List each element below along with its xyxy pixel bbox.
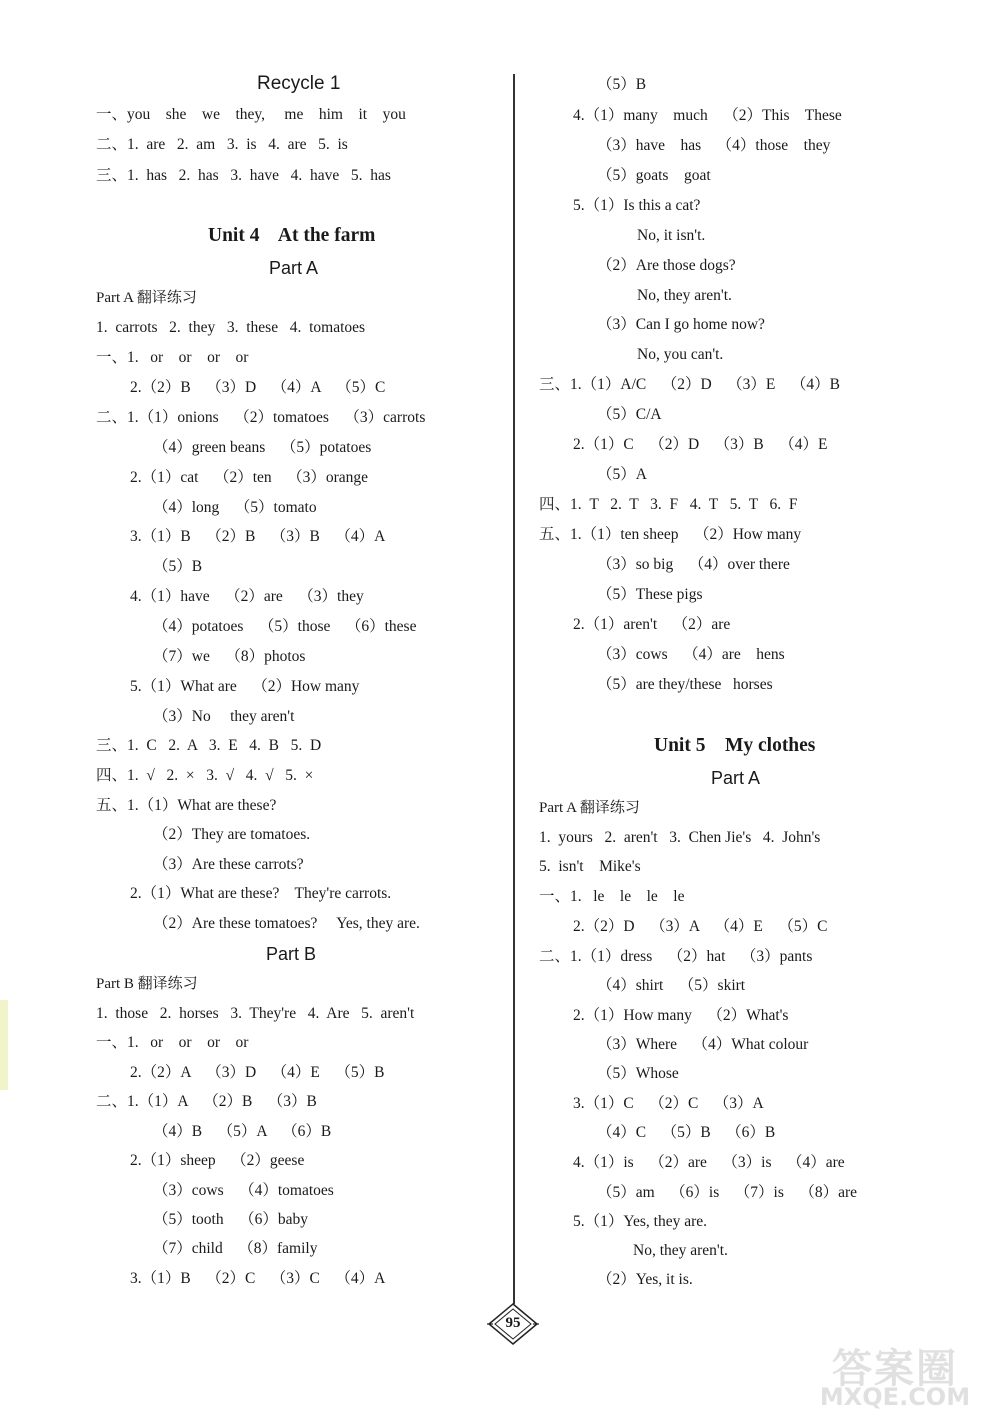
answer-line: （3）Are these carrots? [153,856,304,873]
answer-line: 5.（1）What are （2）How many [130,678,360,695]
subsection-heading: Part B 翻译练习 [96,976,198,992]
subsection-heading: Part A 翻译练习 [96,290,197,306]
answer-line: （4）potatoes （5）those （6）these [153,618,417,635]
answer-line: 2.（1）What are these? They're carrots. [130,885,392,902]
answer-line: 2.（2）A （3）D （4）E （5）B [130,1064,385,1081]
answer-line: （3）have has （4）those they [597,137,831,154]
answer-line: 一、1. or or or or [96,349,249,366]
answer-line: （3）cows （4）tomatoes [153,1182,334,1199]
answer-line: （3）so big （4）over there [597,556,790,573]
answer-line: （3）Can I go home now? [597,316,765,333]
watermark-text: 答案圈 [832,1346,958,1392]
answer-line: 2.（1）sheep （2）geese [130,1152,305,1169]
answer-line: （4）B （5）A （6）B [153,1123,332,1140]
answer-line: 5.（1）Is this a cat? [573,197,701,214]
answer-line: 2.（1）aren't （2）are [573,616,731,633]
answer-line: 三、1. has 2. has 3. have 4. have 5. has [96,167,391,184]
page-number-badge [487,1302,539,1346]
answer-line: （2）Are these tomatoes? Yes, they are. [153,915,420,932]
answer-line: （4）shirt （5）skirt [597,977,746,994]
answer-line: 二、1. are 2. am 3. is 4. are 5. is [96,136,348,153]
answer-line: （5）goats goat [597,167,711,184]
answer-line: （2）Are those dogs? [597,257,736,274]
answer-line: （3）Where （4）What colour [597,1036,809,1053]
answer-line: No, they aren't. [633,1242,728,1259]
answer-line: （5）C/A [597,406,662,423]
answer-line: 三、1. C 2. A 3. E 4. B 5. D [96,737,322,754]
watermark-url: MXQE.COM [819,1383,971,1411]
page-edge-mark [0,1000,8,1090]
answer-line: 四、1. √ 2. × 3. √ 4. √ 5. × [96,767,314,784]
answer-line: 3.（1）B （2）C （3）C （4）A [130,1270,386,1287]
answer-line: （4）green beans （5）potatoes [153,439,372,456]
answer-line: 二、1.（1）A （2）B （3）B [96,1093,317,1110]
answer-line: 2.（2）B （3）D （4）A （5）C [130,379,386,396]
answer-line: （5）B [153,558,203,575]
answer-line: （7）child （8）family [153,1240,318,1257]
answer-line: 一、you she we they, me him it you [96,106,406,123]
answer-line: 五、1.（1）What are these? [96,797,277,814]
answer-line: 2.（1）How many （2）What's [573,1007,789,1024]
page-number: 95 [505,1315,521,1331]
subsection-heading: Part A 翻译练习 [539,800,640,816]
answer-line: 3.（1）C （2）C （3）A [573,1095,764,1112]
part-heading: Part A [269,258,319,278]
column-divider [513,74,515,1304]
answer-line: （5）Whose [597,1065,679,1082]
answer-line: 二、1.（1）dress （2）hat （3）pants [539,948,813,965]
answer-line: 二、1.（1）onions （2）tomatoes （3）carrots [96,409,426,426]
answer-line: 5. isn't Mike's [539,858,641,875]
answer-line: 2.（2）D （3）A （4）E （5）C [573,918,828,935]
answer-line: 2.（1）cat （2）ten （3）orange [130,469,369,486]
answer-line: 4.（1）is （2）are （3）is （4）are [573,1154,845,1171]
answer-line: （5）B [597,76,647,93]
answer-line: （5）are they/these horses [597,676,773,693]
answer-line: （5）A [597,466,647,483]
answer-line: 4.（1）have （2）are （3）they [130,588,364,605]
unit-heading: Unit 5 My clothes [654,735,816,756]
answer-line: 2.（1）C （2）D （3）B （4）E [573,436,828,453]
answer-line: （7）we （8）photos [153,648,306,665]
answer-line: 3.（1）B （2）B （3）B （4）A [130,528,386,545]
answer-line: （3）cows （4）are hens [597,646,785,663]
watermark-logo [800,1337,990,1415]
answer-line: 三、1.（1）A/C （2）D （3）E （4）B [539,376,840,393]
answer-line: 4.（1）many much （2）This These [573,107,842,124]
answer-line: 1. those 2. horses 3. They're 4. Are 5. aren't [96,1005,415,1022]
part-heading: Part B [266,944,317,964]
answer-line: 1. yours 2. aren't 3. Chen Jie's 4. John's [539,829,821,846]
answer-line: （5）am （6）is （7）is （8）are [597,1184,858,1201]
answer-line: （2）Yes, it is. [597,1271,693,1288]
answer-line: 5.（1）Yes, they are. [573,1213,708,1230]
unit-heading: Unit 4 At the farm [208,225,376,246]
answer-line: （5）tooth （6）baby [153,1211,308,1228]
section-heading: Recycle 1 [257,73,341,94]
answer-line: 四、1. T 2. T 3. F 4. T 5. T 6. F [539,496,798,513]
answer-line: 1. carrots 2. they 3. these 4. tomatoes [96,319,366,336]
answer-line: 一、1. or or or or [96,1034,249,1051]
answer-line: 一、1. le le le le [539,888,685,905]
part-heading: Part A [711,768,761,788]
answer-line: （4）long （5）tomato [153,499,317,516]
answer-line: （4）C （5）B （6）B [597,1124,776,1141]
answer-line: No, they aren't. [637,287,732,304]
answer-line: No, you can't. [637,346,724,363]
answer-line: （3）No they aren't [153,708,295,725]
answer-line: （2）They are tomatoes. [153,826,311,843]
answer-line: No, it isn't. [637,227,706,244]
answer-line: （5）These pigs [597,586,703,603]
answer-line: 五、1.（1）ten sheep （2）How many [539,526,802,543]
